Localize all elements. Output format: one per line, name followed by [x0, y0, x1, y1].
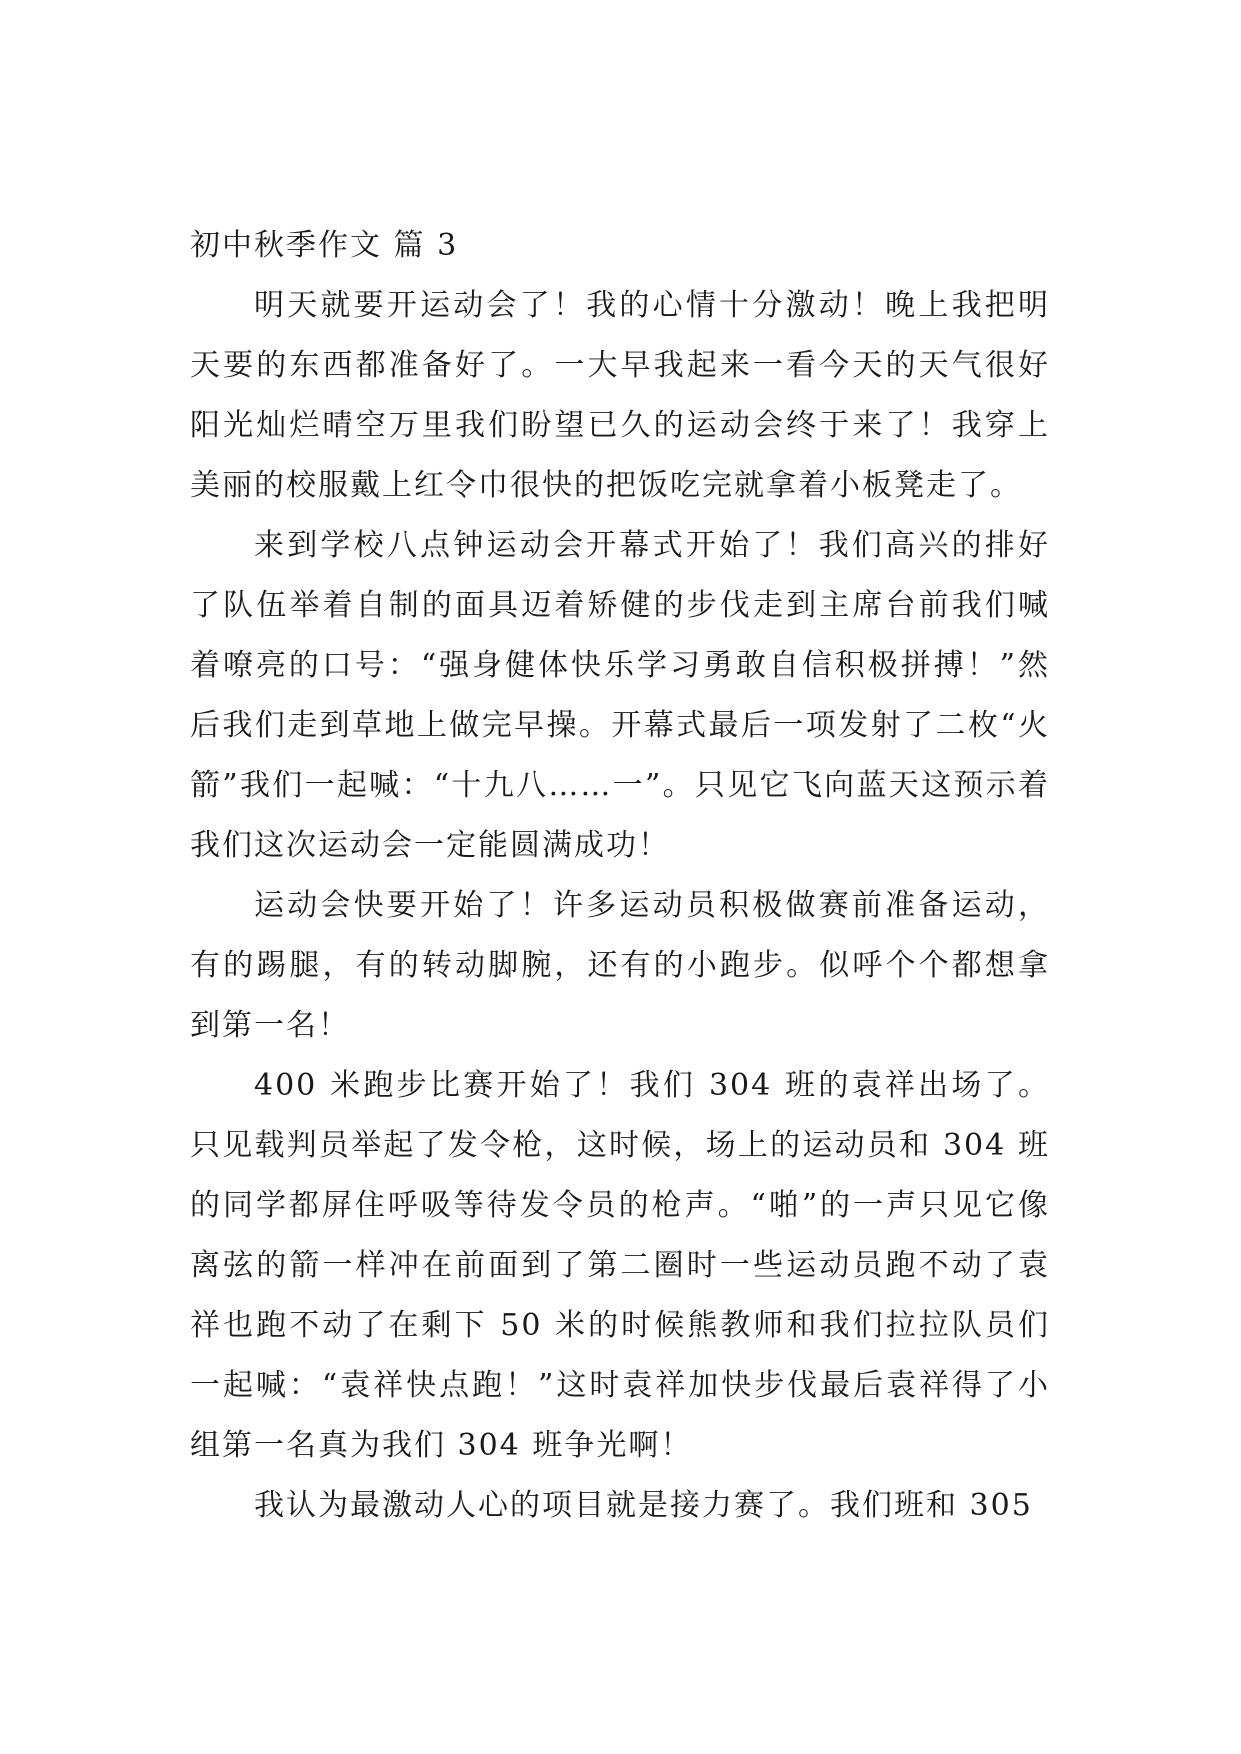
paragraph-3: 运动会快要开始了！许多运动员积极做赛前准备运动，有的踢腿，有的转动脚腕，还有的小跑步。似呼个个都想拿到第一名！ [190, 888, 1050, 1043]
document-body [190, 216, 1050, 1536]
paragraph-1: 明天就要开运动会了！我的心情十分激动！晚上我把明天要的东西都准备好了。一大早我起来一看今天的天气很好阳光灿烂晴空万里我们盼望已久的运动会终于来了！我穿上美丽的校服戴上红令巾很快的把饭吃完就拿着小板凳走了。 [190, 288, 1050, 503]
paragraph-5: 我认为最激动人心的项目就是接力赛了。我们班和 305 [254, 1488, 1033, 1523]
document-title: 初中秋季作文 篇 3 [190, 228, 459, 263]
paragraph-2: 来到学校八点钟运动会开幕式开始了！我们高兴的排好了队伍举着自制的面具迈着矫健的步伐走到主席台前我们喊着嘹亮的口号：“强身健体快乐学习勇敢自信积极拼搏！”然后我们走到草地上做完早操。开幕式最后一项发射了二枚“火箭”我们一起喊：“十九八……一”。只见它飞向蓝天这预示着我们这次运动会一定能圆满成功！ [190, 528, 1050, 863]
paragraph-4: 400 米跑步比赛开始了！我们 304 班的袁祥出场了。只见载判员举起了发令枪，这时候，场上的运动员和 304 班的同学都屏住呼吸等待发令员的枪声。“啪”的一声只见它像离弦的箭一样冲在前面到了第二圈时一些运动员跑不动了袁祥也跑不动了在剩下 50 米的时候熊教师和我们拉拉队员们一起喊：“袁祥快点跑！”这时袁祥加快步伐最后袁祥得了小组第一名真为我们 304 班争光啊！ [190, 1068, 1050, 1463]
